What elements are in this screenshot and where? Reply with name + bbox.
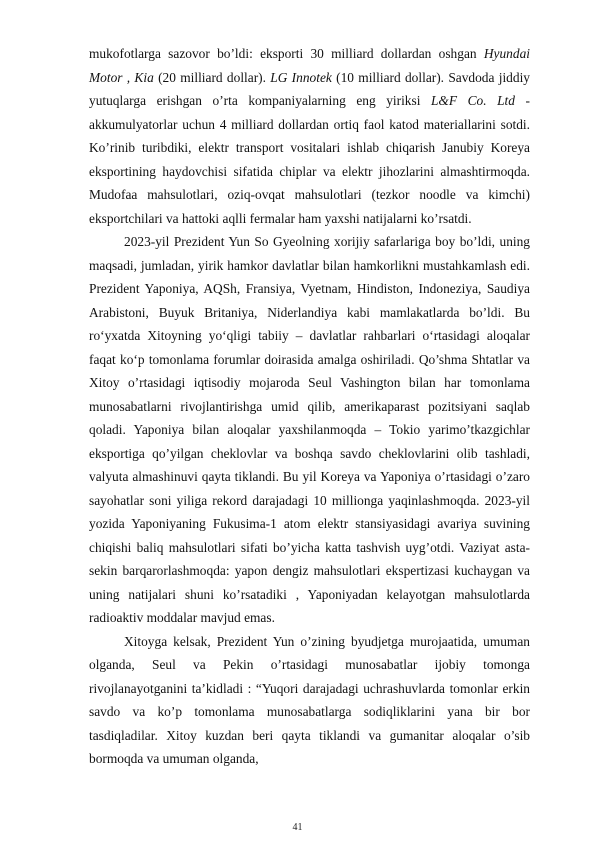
document-page [89, 42, 530, 771]
company-name-hyundai-kia: Hyundai Motor , Kia [89, 46, 530, 85]
page-number: 41 [292, 822, 303, 833]
company-name-lg-innotek: LG Innotek [270, 69, 332, 85]
company-name-lf: L&F Co. Ltd [430, 93, 515, 108]
text-run: (10 milliard dollar). Savdoda jiddiy yutuqlarga erishgan o’rta kompaniyalarning eng yiriksi [89, 69, 530, 108]
paragraph-china-relations: Xitoyga kelsak, Prezident Yun o’zining byudjetga murojaatida, umuman olganda, Seul va Pekin o’rtasidagi munosabatlar ijobiy tomonga rivojlanayotganini ta’kidladi : “Yuqori darajadagi uchrashuvlarda tomonlar erkin savdo va ko’p tomonlama munosabatlarga sodiqliklarini yana bir bor tasdiqladilar. Xitoy kuzdan beri qayta tiklandi va gumanitar aloqalar o’sib bormoqda va umuman olganda, [89, 633, 530, 766]
text-run: mukofotlarga sazovor bo’ldi: eksporti 30 milliard dollardan oshgan [89, 46, 484, 61]
text-run: - akkumulyatorlar uchun 4 milliard dollardan ortiq faol katod materiallarini sotdi. Ko’rinib turibdiki, elektr transport vositalari ishlab chiqarish Janubiy Koreya eksportining haydovchisi sifatida chiplar va elektr jihozlarini almashtirmoqda. Mudofaa mahsulotlari, oziq-ovqat mahsulotlari (tezkor noodle va kimchi) eksportchilari va hattoki aqlli fermalar ham yaxshi natijalarni ko’rsatdi. [89, 93, 530, 226]
paragraph-foreign-visits: 2023-yil Prezident Yun So Gyeolning xorijiy safarlariga boy bo’ldi, uning maqsadi, jumladan, yirik hamkor davlatlar bilan hamkorlikni mustahkamlash edi. Prezident Yaponiya, AQSh, Fransiya, Vyetnam, Hindiston, Indoneziya, Saudiya Arabistoni, Buyuk Britaniya, Niderlandiya kabi mamlakatlarda bo’ldi. Bu ro‘yxatda Xitoyning yo‘qligi tabiiy – davlatlar rahbarlari o‘rtasidagi aloqalar faqat ko‘p tomonlama forumlar doirasida amalga oshiriladi. Qo’shma Shtatlar va Xitoy o’rtasidagi iqtisodiy mojaroda Seul Vashington bilan har tomonlama munosabatlarni rivojlantirishga umid qilib, amerikaparast pozitsiyani saqlab qoladi. Yaponiya bilan aloqalar yaxshilanmoqda – Tokio yarimo’tkazgichlar eksportiga qo’yilgan cheklovlar va boshqa savdo cheklovlarini olib tashladi, valyuta almashinuvi qayta tiklandi. Bu yil Koreya va Yaponiya o’rtasidagi o’zaro sayohatlar soni yiliga rekord darajadagi 10 millionga yaqinlashmoqda. 2023-yil yozida Yaponiyaning Fukusima-1 atom elektr stansiyasidagi avariya suvining chiqishi baliq mahsulotlari sifati bo’yicha katta tashvish uyg’otdi. Vaziyat asta-sekin barqarorlashmoqda: yapon dengiz mahsulotlari ekspertizasi kuchaygan va uning natijalari shuni ko’rsatadiki , Yaponiyadan kelayotgan mahsulotlarda radioaktiv moddalar mavjud emas. [89, 234, 530, 625]
paragraph-export-results [89, 42, 530, 230]
text-run: (20 milliard dollar). [153, 69, 271, 85]
